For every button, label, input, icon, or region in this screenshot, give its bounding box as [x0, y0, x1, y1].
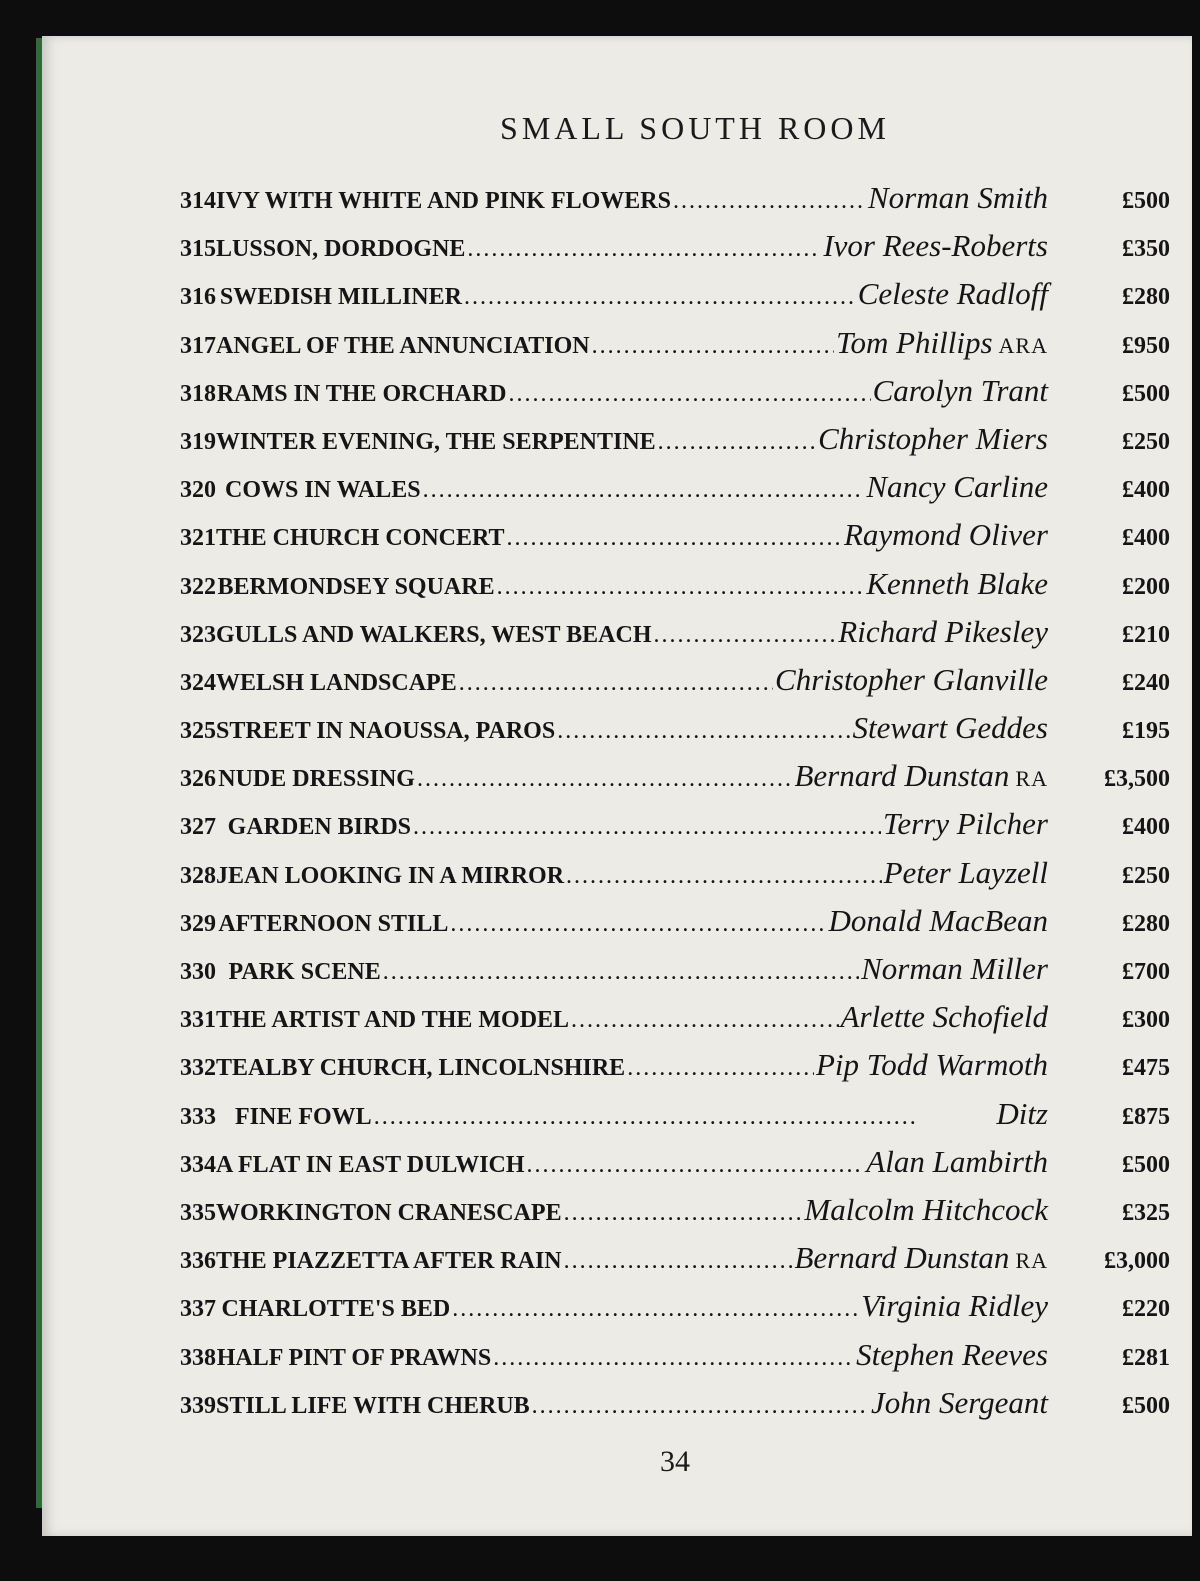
entry-number: 319: [180, 428, 216, 455]
room-heading: SMALL SOUTH ROOM: [500, 110, 890, 146]
entry-price: £350: [1122, 236, 1170, 263]
entry-price: £950: [1122, 332, 1170, 359]
entry-price: £500: [1122, 380, 1170, 407]
entry-artist-block: [866, 566, 1048, 602]
entry-title: STILL LIFE WITH CHERUB: [216, 1392, 530, 1419]
entry-price: £210: [1122, 621, 1170, 648]
catalogue-entry: [180, 1240, 1170, 1288]
entry-title: THE PIAZZETTA AFTER RAIN: [216, 1248, 562, 1275]
entry-price: £875: [1122, 1103, 1170, 1130]
entry-number: 333: [180, 1103, 216, 1130]
catalogue-entry: [180, 469, 1170, 517]
entry-artist: Arlette Schofield: [840, 999, 1048, 1035]
entry-number: 314: [180, 188, 216, 214]
entry-artist-block: [861, 1288, 1048, 1324]
dot-leader: [452, 1296, 859, 1323]
entry-artist-block: [884, 855, 1048, 891]
entry-artist: Richard Pikesley: [838, 613, 1048, 649]
entry-price: £200: [1122, 573, 1170, 600]
catalogue-entry: [180, 806, 1170, 854]
catalogue-entry: [180, 710, 1170, 758]
entry-title: WINTER EVENING, THE SERPENTINE: [216, 428, 656, 455]
entry-artist-block: [818, 421, 1048, 457]
entry-number: 336: [180, 1248, 216, 1275]
dot-leader: [507, 525, 842, 552]
catalogue-entry: [180, 373, 1170, 421]
catalogue-entry: [180, 758, 1170, 806]
entry-artist: Virginia Ridley: [861, 1288, 1048, 1324]
entry-title: COWS IN WALES: [224, 477, 421, 504]
dot-leader: [566, 863, 882, 890]
catalogue-entry: [180, 1288, 1170, 1336]
entry-number: 328: [180, 862, 216, 889]
entry-price: £300: [1122, 1007, 1170, 1034]
dot-leader: [557, 718, 850, 745]
entry-title: THE ARTIST AND THE MODEL: [216, 1007, 570, 1034]
entry-artist-block: [873, 373, 1048, 409]
entry-artist: Carolyn Trant: [872, 372, 1048, 408]
entry-price: £280: [1122, 910, 1170, 937]
entry-number: 326: [180, 766, 216, 793]
entry-price: £3,000: [1104, 1248, 1170, 1275]
entry-artist: Donald MacBean: [828, 902, 1048, 938]
dot-leader: [459, 670, 773, 697]
entry-artist-block: [871, 1385, 1048, 1421]
entry-number: 339: [180, 1392, 216, 1419]
entry-number: 317: [180, 332, 216, 359]
catalogue-entry: [180, 662, 1170, 710]
entry-number: 320: [180, 477, 216, 504]
dot-leader: [532, 1393, 869, 1420]
dot-leader: [464, 284, 856, 311]
entry-number: 323: [180, 621, 216, 648]
dot-leader: [658, 429, 816, 456]
entry-price: £325: [1122, 1199, 1170, 1226]
entry-title: WORKINGTON CRANESCAPE: [216, 1199, 562, 1226]
entry-artist: Pip Todd Warmoth: [816, 1047, 1048, 1083]
dot-leader: [564, 1200, 803, 1227]
entry-artist: Ivor Rees-Roberts: [823, 228, 1048, 264]
entry-title: LUSSON, DORDOGNE: [216, 236, 466, 263]
catalogue-entry: [180, 228, 1170, 276]
entry-artist-block: [996, 1096, 1048, 1132]
dot-leader: [627, 1055, 814, 1082]
dot-leader: [564, 1248, 793, 1275]
entry-artist-block: [868, 180, 1048, 216]
catalogue-entry: [180, 999, 1170, 1047]
entry-number: 316: [180, 284, 216, 311]
entry-number: 334: [180, 1151, 216, 1178]
entry-artist: Raymond Oliver: [843, 517, 1048, 553]
dot-leader: [673, 188, 866, 215]
catalogue-entry: [180, 1047, 1170, 1095]
entry-artist: Ditz: [996, 1095, 1048, 1131]
entry-artist-block: [883, 806, 1048, 842]
entry-price: £500: [1122, 188, 1170, 214]
entry-artist: Peter Layzell: [883, 854, 1048, 890]
catalogue-entry: [180, 614, 1170, 662]
dot-leader: [450, 911, 826, 938]
entry-title: BERMONDSEY SQUARE: [217, 573, 495, 600]
entry-artist: Christopher Glanville: [775, 661, 1048, 697]
entry-artist-block: [838, 614, 1048, 650]
entry-number: 315: [180, 236, 216, 263]
entry-artist-block: [828, 903, 1048, 939]
entry-title: NUDE DRESSING: [218, 766, 415, 793]
entry-number: 337: [180, 1296, 216, 1323]
entry-title: TEALBY CHURCH, LINCOLNSHIRE: [216, 1055, 626, 1082]
entry-number: 324: [180, 669, 216, 696]
catalogue-entry: [180, 276, 1170, 324]
entry-artist-block: [866, 1144, 1048, 1180]
entry-artist-block: [866, 469, 1048, 505]
dot-leader: [571, 1007, 838, 1034]
entry-artist: Nancy Carline: [866, 469, 1048, 505]
catalogue-list: [180, 180, 1170, 1433]
entry-artist-block: [856, 1337, 1048, 1373]
dot-leader: [592, 333, 834, 360]
entry-price: £700: [1122, 959, 1170, 985]
entry-title: ANGEL OF THE ANNUNCIATION: [216, 332, 590, 359]
entry-artist: Norman Miller: [861, 951, 1048, 986]
artist-suffix: RA: [1015, 766, 1048, 792]
dot-leader: [423, 477, 865, 504]
catalogue-entry: [180, 855, 1170, 903]
entry-artist: Christopher Miers: [818, 420, 1048, 456]
entry-price: £475: [1122, 1055, 1170, 1082]
dot-leader: [413, 814, 881, 841]
entry-artist-block: [794, 1240, 1048, 1276]
entry-artist: Kenneth Blake: [866, 565, 1048, 601]
entry-price: £220: [1122, 1296, 1170, 1323]
entry-title: JEAN LOOKING IN A MIRROR: [216, 862, 565, 889]
entry-title: HALF PINT OF PRAWNS: [216, 1344, 492, 1371]
entry-price: £195: [1122, 718, 1170, 745]
entry-title: GULLS AND WALKERS, WEST BEACH: [216, 621, 652, 648]
entry-title: RAMS IN THE ORCHARD: [216, 380, 507, 407]
entry-artist: Tom Phillips: [836, 324, 993, 360]
catalogue-entry: [180, 1096, 1170, 1144]
dot-leader: [374, 1104, 995, 1131]
dot-leader: [527, 1152, 865, 1179]
entry-number: 321: [180, 525, 216, 552]
entry-artist: Malcolm Hitchcock: [804, 1191, 1048, 1227]
dot-leader: [383, 959, 859, 986]
entry-number: 327: [180, 814, 216, 841]
entry-title: STREET IN NAOUSSA, PAROS: [216, 718, 556, 745]
entry-price: £400: [1122, 814, 1170, 841]
entry-price: £280: [1122, 284, 1170, 311]
entry-title: THE CHURCH CONCERT: [216, 525, 505, 552]
entry-price: £240: [1122, 669, 1170, 696]
catalogue-entry: [180, 325, 1170, 373]
catalogue-entry: [180, 421, 1170, 469]
entry-number: 335: [180, 1199, 216, 1226]
catalogue-entry: [180, 1385, 1170, 1433]
entry-price: £250: [1122, 428, 1170, 455]
entry-artist-block: [858, 276, 1048, 312]
entry-title: A FLAT IN EAST DULWICH: [216, 1151, 525, 1178]
dot-leader: [497, 574, 865, 601]
entry-title: CHARLOTTE'S BED: [221, 1296, 451, 1323]
catalogue-entry: [180, 517, 1170, 565]
entry-price: £250: [1122, 862, 1170, 889]
entry-artist-block: [841, 999, 1048, 1035]
entry-price: £3,500: [1104, 766, 1170, 793]
entry-artist-block: [823, 228, 1048, 264]
entry-artist-block: [804, 1192, 1048, 1228]
entry-title: IVY WITH WHITE AND PINK FLOWERS: [216, 188, 671, 214]
entry-price: £500: [1122, 1392, 1170, 1419]
catalogue-entry: [180, 1192, 1170, 1240]
entry-artist: Bernard Dunstan: [794, 1240, 1010, 1276]
entry-artist-block: [861, 951, 1048, 987]
entry-price: £400: [1122, 477, 1170, 504]
entry-price: £500: [1122, 1151, 1170, 1178]
entry-artist-block: [775, 662, 1048, 698]
entry-number: 332: [180, 1055, 216, 1082]
entry-number: 322: [180, 573, 216, 600]
entry-artist-block: [816, 1047, 1048, 1083]
page-number: 34: [660, 1445, 690, 1478]
entry-number: 329: [180, 910, 216, 937]
artist-suffix: RA: [1015, 1248, 1048, 1274]
dot-leader: [417, 766, 792, 793]
artist-suffix: ARA: [998, 332, 1048, 358]
catalogue-entry: [180, 951, 1170, 999]
dot-leader: [493, 1345, 854, 1372]
entry-artist: Celeste Radloff: [857, 276, 1048, 312]
entry-artist-block: [844, 517, 1048, 553]
entry-title: SWEDISH MILLINER: [219, 284, 462, 311]
catalogue-entry: [180, 1144, 1170, 1192]
entry-artist: John Sergeant: [870, 1384, 1048, 1420]
entry-artist: Stewart Geddes: [852, 710, 1048, 746]
entry-number: 318: [180, 380, 216, 407]
entry-number: 325: [180, 718, 216, 745]
entry-number: 331: [180, 1007, 216, 1034]
entry-artist-block: [794, 758, 1048, 794]
entry-title: PARK SCENE: [228, 959, 381, 985]
catalogue-entry: [180, 1337, 1170, 1385]
entry-artist: Stephen Reeves: [856, 1336, 1048, 1372]
entry-artist: Norman Smith: [868, 180, 1048, 215]
catalogue-entry: [180, 903, 1170, 951]
entry-title: WELSH LANDSCAPE: [216, 669, 457, 696]
entry-price: £281: [1122, 1344, 1170, 1371]
catalogue-entry: [180, 566, 1170, 614]
entry-artist-block: [836, 325, 1048, 361]
dot-leader: [467, 236, 821, 263]
catalogue-entry: [180, 180, 1170, 228]
entry-title: AFTERNOON STILL: [218, 910, 449, 937]
entry-artist: Terry Pilcher: [882, 806, 1048, 842]
entry-artist: Bernard Dunstan: [794, 758, 1010, 794]
entry-title: FINE FOWL: [235, 1103, 372, 1130]
entry-number: 330: [180, 959, 216, 985]
dot-leader: [508, 381, 870, 408]
entry-number: 338: [180, 1344, 216, 1371]
entry-price: £400: [1122, 525, 1170, 552]
entry-artist-block: [853, 710, 1048, 746]
entry-title: GARDEN BIRDS: [227, 814, 412, 841]
dot-leader: [653, 622, 836, 649]
entry-artist: Alan Lambirth: [866, 1143, 1048, 1179]
